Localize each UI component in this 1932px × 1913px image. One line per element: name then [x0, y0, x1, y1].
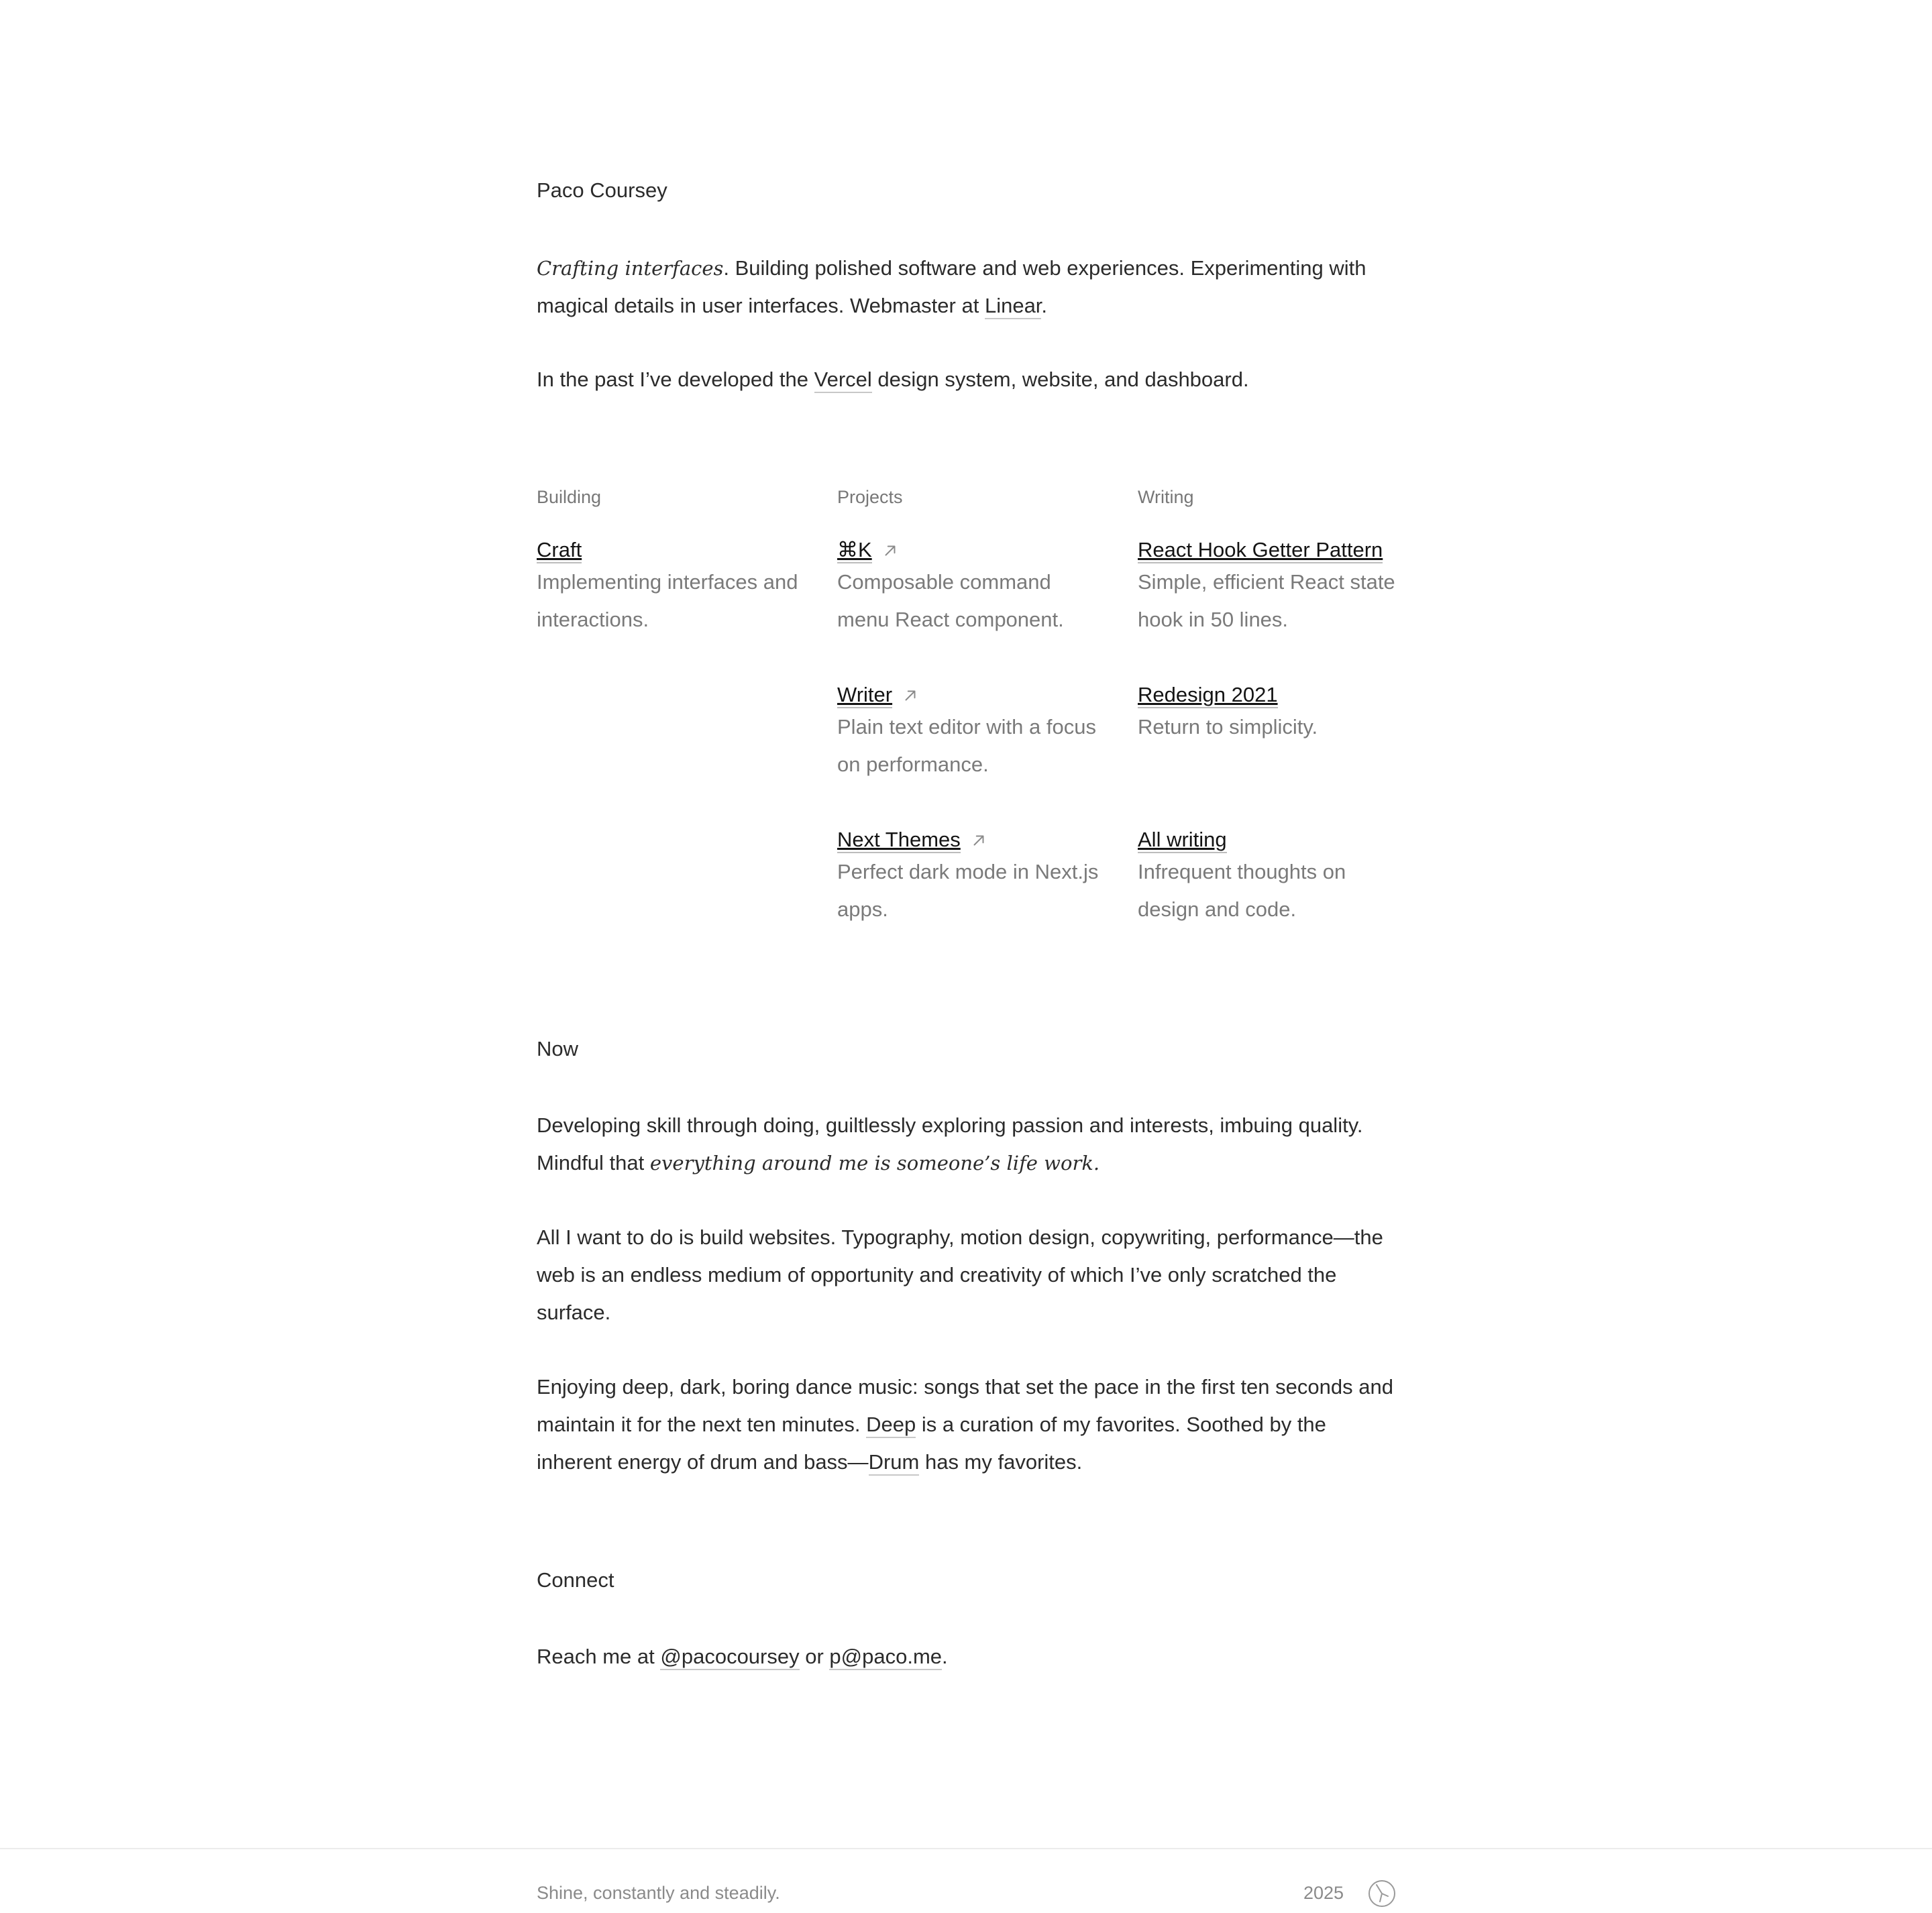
- item-description: Return to simplicity.: [1138, 715, 1318, 739]
- project-item-next-themes: [837, 828, 1106, 928]
- now-paragraph-2: All I want to do is build websites. Typography, motion design, copywriting, performance—the web is an endless medium of opportunity and creativity of which I’ve only scratched the surface.: [537, 1225, 1383, 1324]
- drum-link[interactable]: Drum: [869, 1450, 920, 1476]
- all-writing-link[interactable]: [1138, 828, 1227, 853]
- connect-paragraph: [537, 1638, 1402, 1676]
- item-title: All writing: [1138, 828, 1227, 853]
- connect-text: .: [942, 1645, 948, 1668]
- column-label-writing: Writing: [1138, 487, 1194, 507]
- item-description: Composable command menu React component.: [837, 570, 1064, 631]
- item-title: Next Themes: [837, 828, 961, 853]
- deep-link[interactable]: Deep: [866, 1413, 916, 1438]
- react-hook-getter-link[interactable]: [1138, 538, 1383, 563]
- intro-italic-lead: Crafting interfaces: [537, 257, 724, 280]
- item-description: Plain text editor with a focus on performance.: [837, 715, 1096, 776]
- writing-item-all: [1138, 828, 1406, 928]
- craft-link[interactable]: [537, 538, 582, 563]
- item-title: ⌘K: [837, 538, 872, 563]
- email-link[interactable]: p@paco.me: [829, 1645, 942, 1670]
- item-description: Infrequent thoughts on design and code.: [1138, 860, 1346, 921]
- site-name: Paco Coursey: [537, 178, 667, 202]
- connect-text: Reach me at: [537, 1645, 661, 1668]
- external-arrow-icon: [881, 542, 899, 559]
- vercel-link[interactable]: Vercel: [814, 368, 872, 393]
- cmdk-link[interactable]: [837, 538, 899, 563]
- intro-text: . Building polished software and web experiences. Experimenting with magical details in user interfaces. Webmaster at: [537, 256, 1366, 317]
- intro-text-end: .: [1041, 294, 1048, 317]
- now-text: Enjoying deep, dark, boring dance music: songs that set the pace in the first ten seconds and maintain it for the next ten minutes.: [537, 1375, 1393, 1436]
- building-item-craft: [537, 538, 805, 639]
- now-paragraph-3: [537, 1368, 1402, 1481]
- item-description: Simple, efficient React state hook in 50 lines.: [1138, 570, 1395, 631]
- writer-link[interactable]: [837, 683, 919, 708]
- item-title: React Hook Getter Pattern: [1138, 538, 1383, 563]
- now-heading: Now: [537, 1037, 579, 1060]
- external-arrow-icon: [902, 687, 919, 704]
- connect-heading: Connect: [537, 1568, 614, 1592]
- column-label-building: Building: [537, 487, 602, 507]
- column-label-projects: Projects: [837, 487, 903, 507]
- writing-item-redesign: [1138, 683, 1406, 746]
- past-text-end: design system, website, and dashboard.: [871, 368, 1249, 391]
- next-themes-link[interactable]: [837, 828, 987, 853]
- item-description: Implementing interfaces and interactions.: [537, 570, 798, 631]
- now-italic-quote: everything around me is someone’s life work.: [649, 1152, 1100, 1174]
- item-description: Perfect dark mode in Next.js apps.: [837, 860, 1099, 921]
- clock-logo-icon[interactable]: [1367, 1879, 1397, 1908]
- now-text: is a curation of my favorites. Soothed by the inherent energy of drum and bass—: [537, 1413, 1326, 1474]
- twitter-link[interactable]: @pacocoursey: [660, 1645, 799, 1670]
- past-text: In the past I’ve developed the: [537, 368, 814, 391]
- connect-text: or: [799, 1645, 830, 1668]
- project-item-cmdk: [837, 538, 1106, 639]
- now-text: has my favorites.: [919, 1450, 1083, 1474]
- item-title: Craft: [537, 538, 582, 563]
- now-text: Developing skill through doing, guiltlessly exploring passion and interests, imbuing quality. Mindful that: [537, 1113, 1363, 1174]
- external-arrow-icon: [970, 832, 987, 849]
- footer: [0, 1848, 1932, 1913]
- intro-paragraph: [537, 250, 1402, 325]
- footer-year: 2025: [1303, 1883, 1344, 1903]
- footer-tagline: Shine, constantly and steadily.: [537, 1883, 780, 1903]
- redesign-2021-link[interactable]: [1138, 683, 1278, 708]
- linear-link[interactable]: Linear: [985, 294, 1041, 319]
- now-paragraph-1: [537, 1107, 1402, 1182]
- item-title: Writer: [837, 683, 892, 708]
- writing-item-react-hook: [1138, 538, 1406, 639]
- project-item-writer: [837, 683, 1106, 783]
- past-paragraph: [537, 361, 1402, 398]
- item-title: Redesign 2021: [1138, 683, 1278, 708]
